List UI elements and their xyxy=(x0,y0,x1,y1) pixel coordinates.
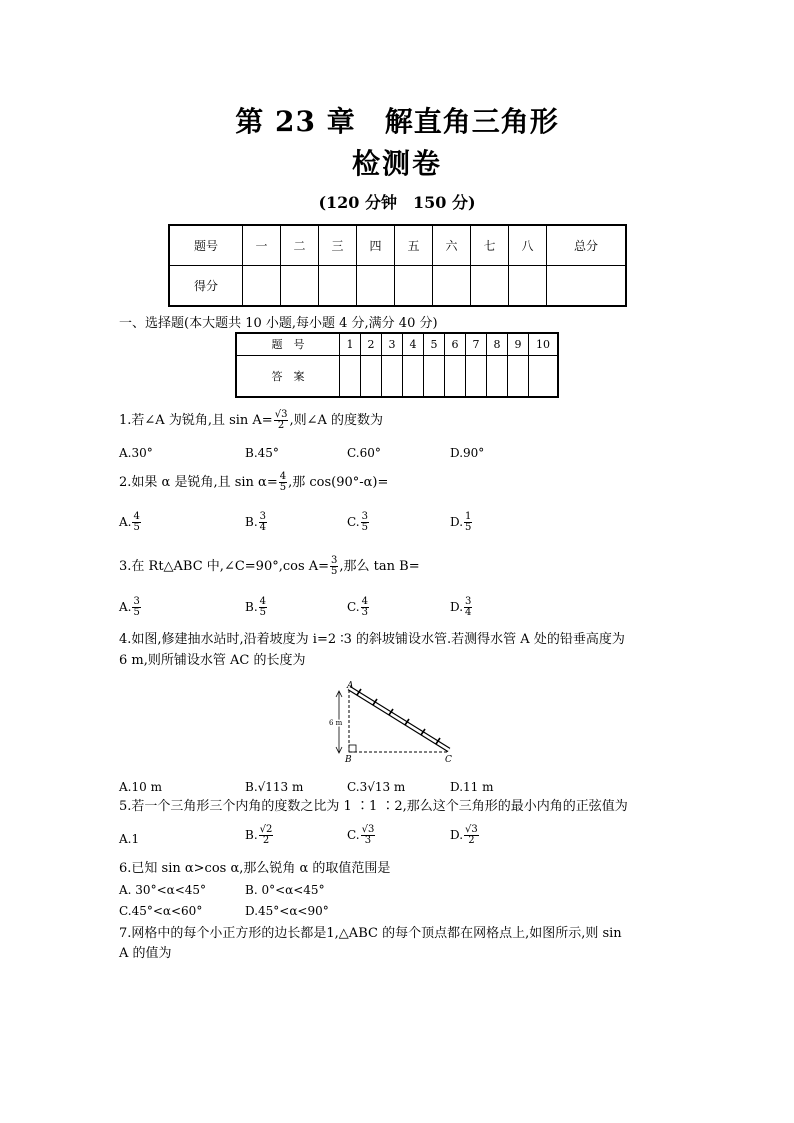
answer-cell[interactable] xyxy=(382,355,403,397)
question-2 xyxy=(119,472,388,493)
q6-option-a: A. 30°<α<45° xyxy=(119,883,207,897)
frac-num: 4 xyxy=(279,471,287,482)
frac-num: √3 xyxy=(361,824,375,835)
score-header-cell: 八 xyxy=(509,225,547,266)
q5-option-c xyxy=(347,825,376,846)
option-fraction xyxy=(361,512,369,533)
score-cell[interactable] xyxy=(243,266,281,307)
answer-cell[interactable] xyxy=(403,355,424,397)
answer-cell[interactable] xyxy=(487,355,508,397)
answer-number: 9 xyxy=(508,333,529,355)
frac-den: 5 xyxy=(331,566,338,577)
option-label: D. xyxy=(450,515,464,529)
q2-text-end: ,那 cos(90°-α)= xyxy=(288,475,389,490)
frac-num: 4 xyxy=(361,596,368,607)
score-header-cell: 七 xyxy=(471,225,509,266)
score-header-cell: 一 xyxy=(243,225,281,266)
answer-number: 6 xyxy=(445,333,466,355)
frac-num: √3 xyxy=(274,409,288,420)
frac-den: 2 xyxy=(262,835,270,846)
frac-num: 4 xyxy=(133,511,140,522)
score-cell[interactable] xyxy=(357,266,395,307)
q5-option-d xyxy=(450,825,480,846)
score-header-cell: 总分 xyxy=(547,225,627,266)
answer-cell[interactable] xyxy=(445,355,466,397)
frac-den: 2 xyxy=(468,835,475,846)
score-cell[interactable] xyxy=(433,266,471,307)
score-header-cell: 四 xyxy=(357,225,395,266)
q3-fraction xyxy=(330,556,338,577)
q1-fraction xyxy=(274,410,289,431)
answer-cell[interactable] xyxy=(340,355,361,397)
frac-den: 5 xyxy=(465,522,472,533)
frac-num: 3 xyxy=(133,596,140,607)
score-table xyxy=(168,224,627,307)
q5-option-b xyxy=(245,825,274,846)
answer-cell[interactable] xyxy=(466,355,487,397)
question-3 xyxy=(119,556,420,577)
frac-num: 3 xyxy=(361,511,368,522)
question-4-line1: 4.如图,修建抽水站时,沿着坡度为 i=2 ∶3 的斜坡铺设水管.若测得水管 A 处的铅垂高度为 xyxy=(119,632,625,647)
question-4-line2: 6 m,则所铺设水管 AC 的长度为 xyxy=(119,653,306,668)
score-cell[interactable] xyxy=(281,266,319,307)
frac-den: 2 xyxy=(277,420,285,431)
q3-option-a xyxy=(119,597,142,618)
answer-number: 5 xyxy=(424,333,445,355)
option-label: C. xyxy=(347,600,360,614)
score-row-label: 得分 xyxy=(169,266,243,307)
score-cell[interactable] xyxy=(509,266,547,307)
score-cell[interactable] xyxy=(395,266,433,307)
frac-den: 5 xyxy=(133,607,140,618)
answer-number: 3 xyxy=(382,333,403,355)
score-cell[interactable] xyxy=(471,266,509,307)
section-heading: 一、选择题(本大题共 10 小题,每小题 4 分,满分 40 分) xyxy=(119,316,438,331)
q4-option-d: D.11 m xyxy=(450,780,494,794)
frac-den: 5 xyxy=(361,522,368,533)
question-5: 5.若一个三角形三个内角的度数之比为 1 ∶1 ∶2,那么这个三角形的最小内角的正弦值为 xyxy=(119,799,628,814)
frac-den: 4 xyxy=(259,522,267,533)
score-header-cell: 三 xyxy=(319,225,357,266)
option-label: C. xyxy=(347,515,360,529)
option-label: B. xyxy=(245,828,258,842)
option-fraction xyxy=(132,597,140,618)
answer-table xyxy=(235,332,559,398)
slope-pipe-figure xyxy=(325,680,465,765)
option-label: D. xyxy=(450,600,464,614)
q4-option-a: A.10 m xyxy=(119,780,162,794)
water-pipe-inner xyxy=(349,688,449,750)
q3-text-end: ,那么 tan B= xyxy=(339,559,420,574)
option-fraction xyxy=(464,597,472,618)
frac-num: 4 xyxy=(259,596,267,607)
score-header-cell: 题号 xyxy=(169,225,243,266)
frac-den: 5 xyxy=(259,607,267,618)
answer-number: 8 xyxy=(487,333,508,355)
answer-number: 10 xyxy=(529,333,559,355)
score-cell[interactable] xyxy=(547,266,627,307)
answer-cell[interactable] xyxy=(529,355,559,397)
option-label: B. xyxy=(245,600,258,614)
label-a: A xyxy=(347,681,354,691)
q2-option-d xyxy=(450,512,473,533)
label-c: C xyxy=(445,755,452,765)
score-row xyxy=(169,266,626,307)
q4-option-c: C.3√13 m xyxy=(347,780,406,794)
option-fraction xyxy=(259,512,267,533)
answer-row xyxy=(236,355,558,397)
frac-den: 5 xyxy=(133,522,140,533)
answer-number: 4 xyxy=(403,333,424,355)
q4-option-b: B.√113 m xyxy=(245,780,304,794)
answer-number: 7 xyxy=(466,333,487,355)
score-header-cell: 二 xyxy=(281,225,319,266)
time-score: (120 分钟 150 分) xyxy=(318,193,476,212)
answer-row-label: 答 案 xyxy=(236,355,340,397)
answer-number: 1 xyxy=(340,333,361,355)
page-subtitle: 检测卷 xyxy=(351,147,442,180)
option-fraction xyxy=(361,597,369,618)
frac-den: 4 xyxy=(465,607,472,618)
score-header-row xyxy=(169,225,626,266)
q3-option-d xyxy=(450,597,473,618)
q2-option-c xyxy=(347,512,370,533)
option-fraction xyxy=(464,825,479,846)
frac-den: 5 xyxy=(279,482,287,493)
right-angle-mark xyxy=(349,745,356,752)
q6-option-b: B. 0°<α<45° xyxy=(245,883,325,897)
q6-option-c: C.45°<α<60° xyxy=(119,904,203,918)
answer-header-row xyxy=(236,333,558,355)
option-label: C. xyxy=(347,828,360,842)
frac-num: 3 xyxy=(331,555,338,566)
option-label: B. xyxy=(245,515,258,529)
answer-cell[interactable] xyxy=(424,355,445,397)
answer-cell[interactable] xyxy=(361,355,382,397)
answer-header-label: 题 号 xyxy=(236,333,340,355)
frac-num: 3 xyxy=(465,596,472,607)
question-7-line2: A 的值为 xyxy=(119,946,172,961)
height-label: 6 m xyxy=(329,719,343,727)
option-fraction xyxy=(361,825,376,846)
frac-num: √3 xyxy=(465,824,478,835)
q3-option-c xyxy=(347,597,370,618)
score-cell[interactable] xyxy=(319,266,357,307)
score-header-cell: 五 xyxy=(395,225,433,266)
frac-den: 3 xyxy=(364,835,372,846)
question-6: 6.已知 sin α>cos α,那么锐角 α 的取值范围是 xyxy=(119,861,391,876)
q5-option-a: A.1 xyxy=(119,832,140,846)
frac-num: 1 xyxy=(465,511,472,522)
q1-option-c: C.60° xyxy=(347,446,381,460)
q1-option-d: D.90° xyxy=(450,446,485,460)
q2-option-a xyxy=(119,512,142,533)
q1-option-b: B.45° xyxy=(245,446,279,460)
question-7-line1: 7.网格中的每个小正方形的边长都是1,△ABC 的每个顶点都在网格点上,如图所示,则 sin xyxy=(119,926,622,941)
option-label: D. xyxy=(450,828,464,842)
question-1 xyxy=(119,410,383,431)
option-label: A. xyxy=(119,515,132,529)
answer-cell[interactable] xyxy=(508,355,529,397)
q1-text-end: ,则∠A 的度数为 xyxy=(289,413,383,428)
option-fraction xyxy=(259,825,274,846)
frac-num: 3 xyxy=(259,511,267,522)
q3-option-b xyxy=(245,597,268,618)
q2-fraction xyxy=(279,472,287,493)
option-fraction xyxy=(464,512,472,533)
q1-text: 1.若∠A 为锐角,且 sin A= xyxy=(119,413,273,428)
score-header-cell: 六 xyxy=(433,225,471,266)
q1-option-a: A.30° xyxy=(119,446,153,460)
frac-den: 3 xyxy=(361,607,368,618)
q3-text: 3.在 Rt△ABC 中,∠C=90°,cos A= xyxy=(119,559,330,574)
answer-number: 2 xyxy=(361,333,382,355)
page-title: 第 23 章 解直角三角形 xyxy=(235,105,559,138)
frac-num: √2 xyxy=(259,824,273,835)
option-fraction xyxy=(132,512,140,533)
q2-option-b xyxy=(245,512,268,533)
q2-text: 2.如果 α 是锐角,且 sin α= xyxy=(119,475,278,490)
option-fraction xyxy=(259,597,267,618)
q6-option-d: D.45°<α<90° xyxy=(245,904,329,918)
option-label: A. xyxy=(119,600,132,614)
label-b: B xyxy=(345,755,352,765)
